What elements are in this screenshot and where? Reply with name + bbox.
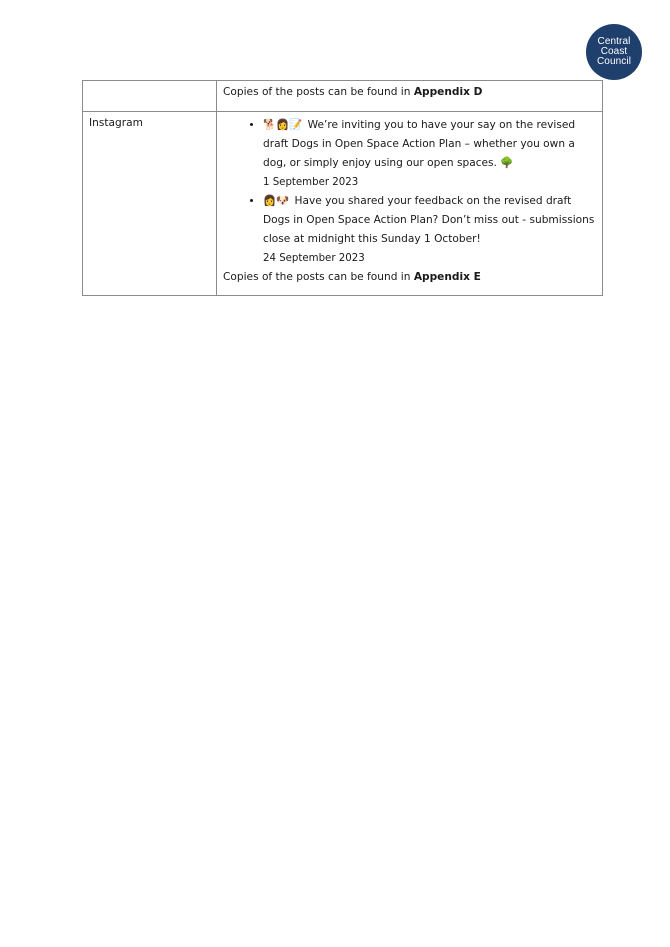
post-emoji-icons: 🐕👩📝: [263, 119, 303, 131]
copies-note-text: Copies of the posts can be found in: [223, 271, 414, 283]
post-text: We’re inviting you to have your say on the revised draft Dogs in Open Space Action Plan – whether you own a dog, or simply enjoy using our open spaces. 🌳: [263, 119, 576, 169]
appendix-reference: Appendix D: [413, 86, 483, 98]
logo-line-2: Coast: [600, 46, 628, 57]
posts-list: [223, 116, 596, 268]
table-row: [83, 81, 603, 112]
posts-cell: [217, 112, 603, 296]
table-row: [83, 112, 603, 296]
post-date: 24 September 2023: [263, 253, 365, 264]
post-text: Have you shared your feedback on the revised draft Dogs in Open Space Action Plan? Don’t miss out - submissions close at midnight this Sunday 1 October!: [263, 195, 595, 245]
platform-label-cell: Instagram: [83, 112, 217, 296]
posts-cell: [217, 81, 603, 112]
list-item: [263, 192, 596, 268]
copies-note: [223, 268, 596, 287]
post-emoji-icons: 👩🐶: [263, 195, 290, 207]
logo-line-3: Council: [596, 56, 632, 67]
logo-line-1: Central: [597, 36, 631, 47]
appendix-reference: Appendix E: [413, 271, 481, 283]
copies-note: [223, 83, 596, 102]
platform-label-cell: [83, 81, 217, 112]
copies-note-text: Copies of the posts can be found in: [223, 86, 414, 98]
post-date: 1 September 2023: [263, 177, 359, 188]
list-item: [263, 116, 596, 192]
social-media-table: [82, 80, 603, 296]
council-logo: [586, 24, 642, 80]
